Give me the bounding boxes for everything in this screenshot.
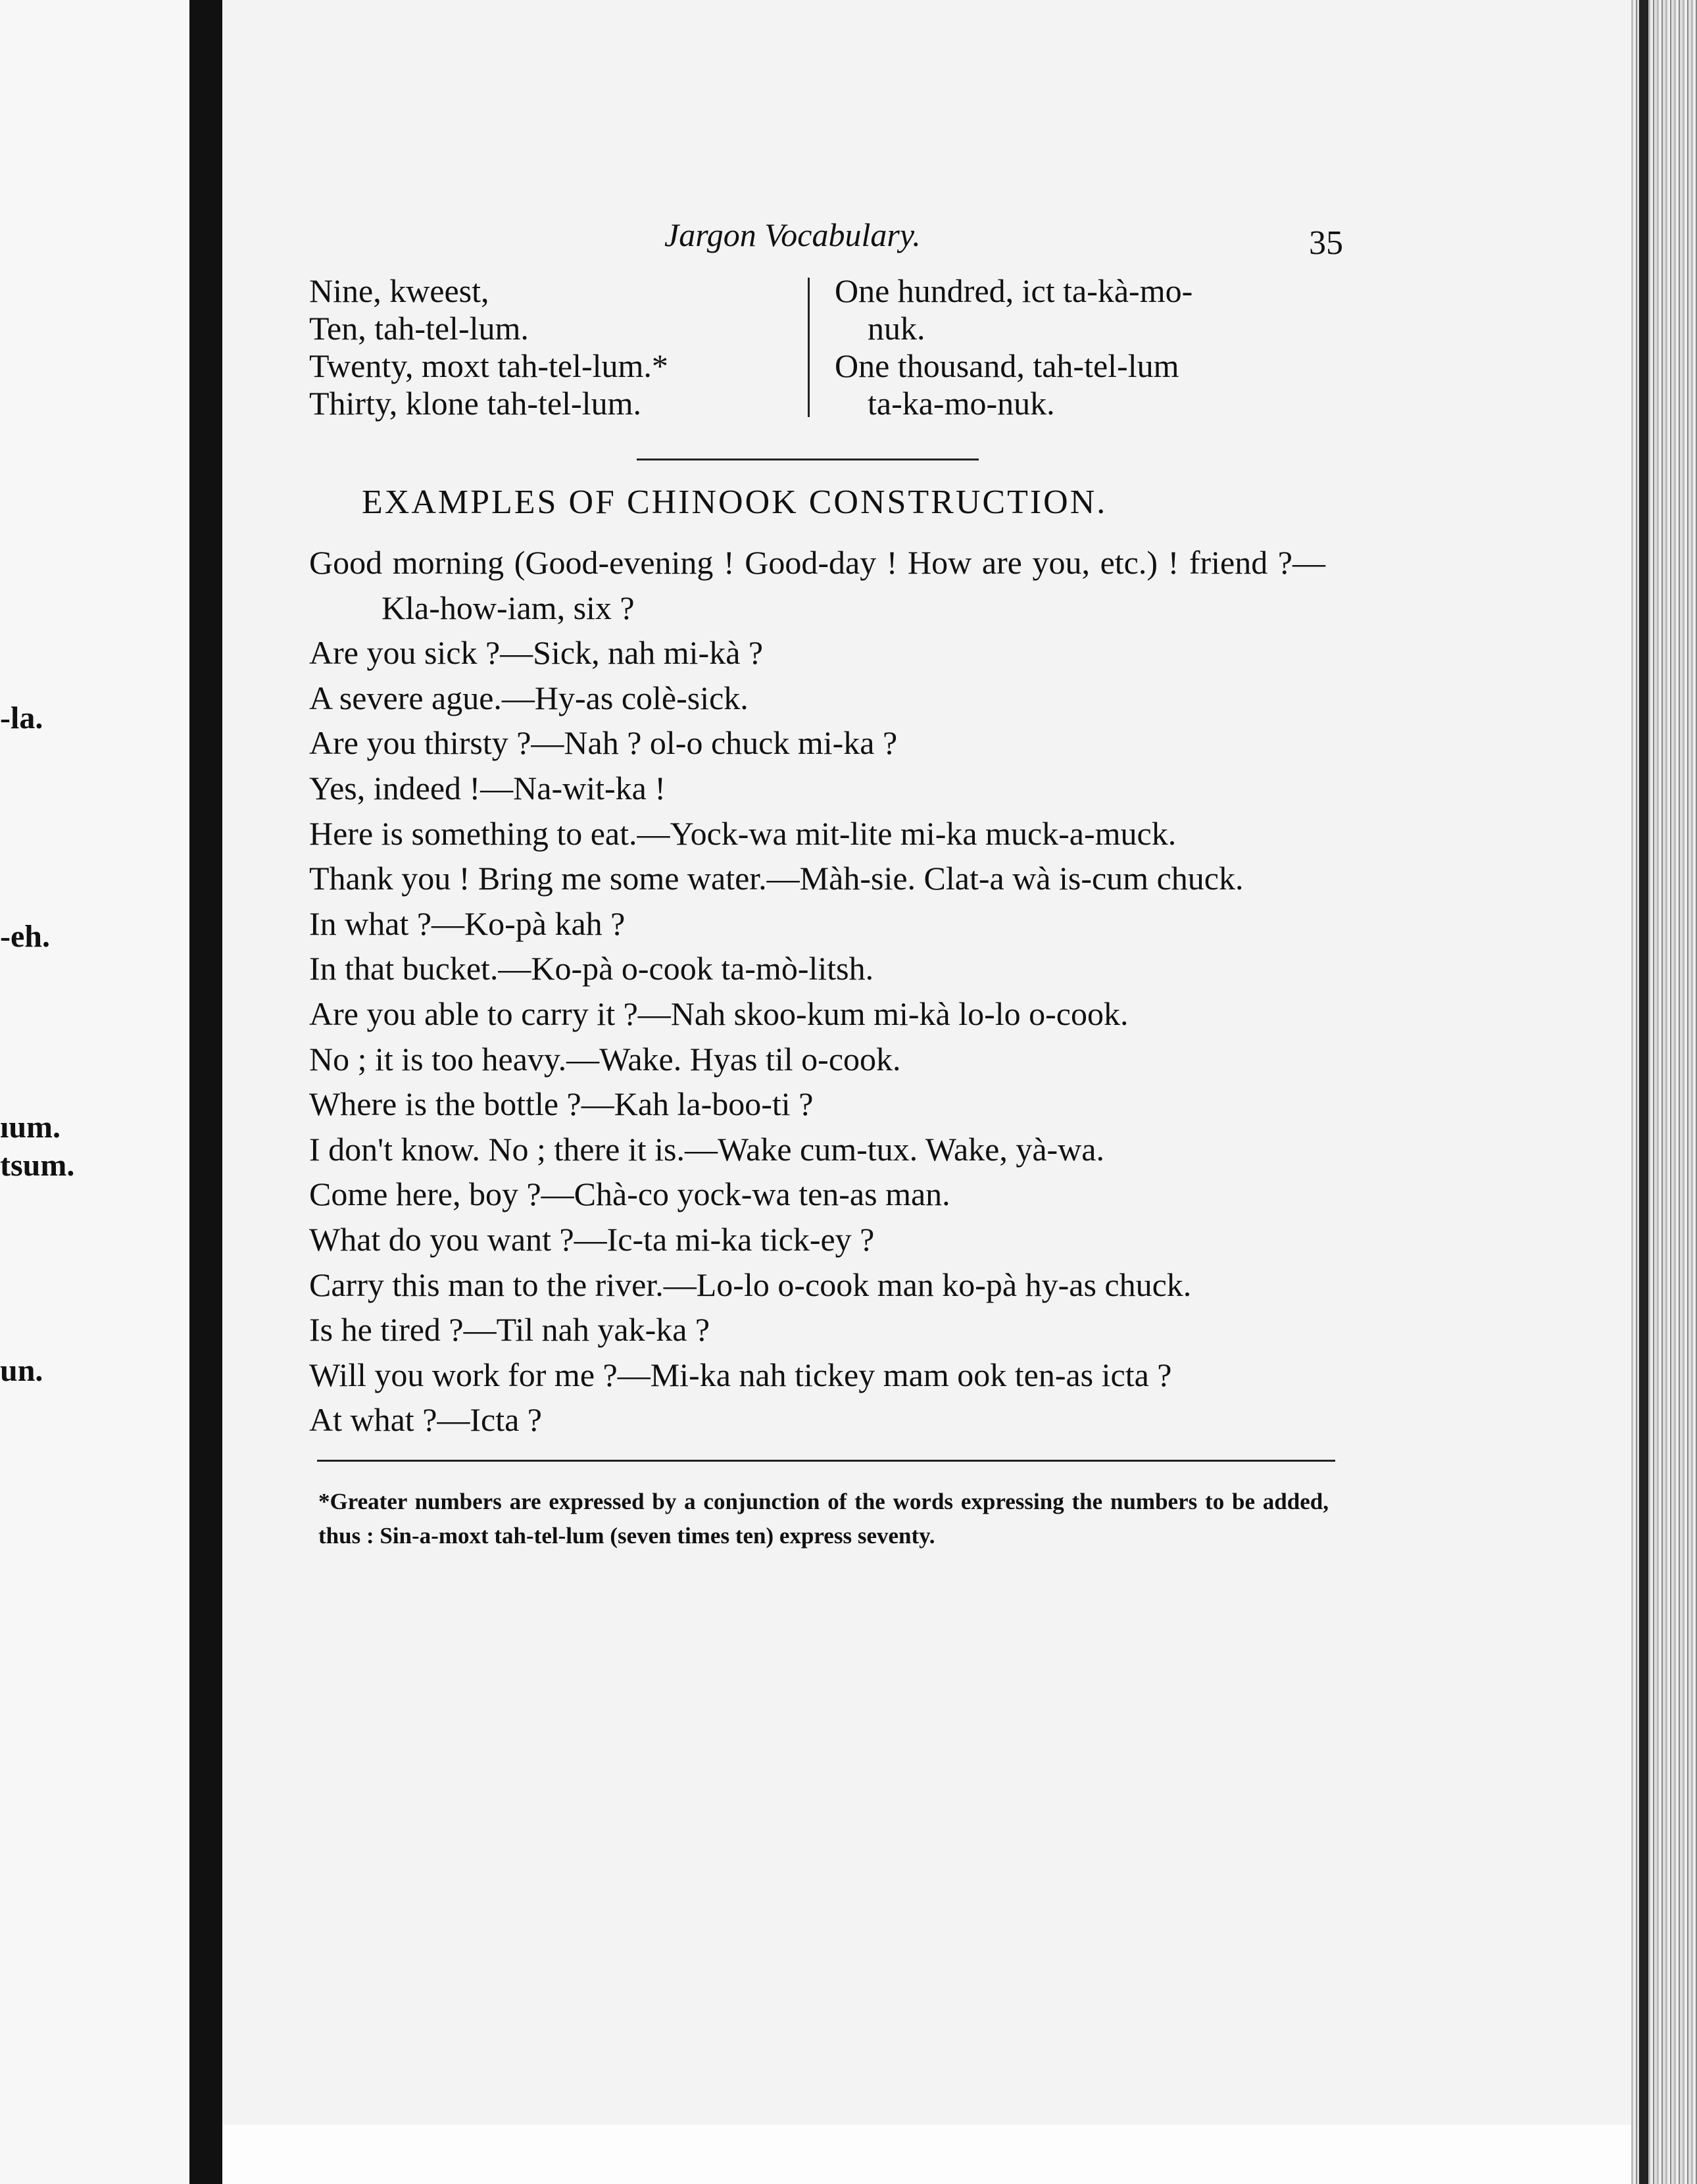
example-line: What do you want ?—Ic-ta mi-ka tick-ey ?	[309, 1220, 875, 1258]
example-line: Here is something to eat.—Yock-wa mit-lite mi-ka muck-a-muck.	[309, 814, 1177, 852]
example-line: Yes, indeed !—Na-wit-ka !	[309, 769, 666, 807]
section-rule	[637, 459, 979, 460]
example-line: A severe ague.—Hy-as colè-sick.	[309, 679, 749, 716]
number-vocabulary	[309, 272, 1335, 422]
number-entry	[835, 347, 1335, 422]
footnote-rule	[317, 1460, 1335, 1462]
facing-page-fragment: -la.	[0, 701, 43, 735]
number-entry-text: One hundred, ict ta-kà-mo-	[835, 272, 1193, 309]
page-number: 35	[1309, 224, 1343, 262]
example-line: Are you sick ?—Sick, nah mi-kà ?	[309, 634, 764, 672]
facing-page-fragment: tsum.	[0, 1148, 75, 1183]
section-heading: EXAMPLES OF CHINOOK CONSTRUCTION.	[362, 484, 1108, 521]
example-line: In that bucket.—Ko-pà o-cook ta-mò-litsh.	[309, 950, 874, 987]
number-entry-continuation: nuk.	[868, 310, 925, 347]
book-gutter	[189, 0, 222, 2184]
example-line: Are you able to carry it ?—Nah skoo-kum mi-kà lo-lo o-cook.	[309, 995, 1129, 1032]
example-line: Good morning (Good-evening ! Good-day ! How are you, etc.) ! friend ?—Kla-how-iam, six ?	[309, 544, 1325, 626]
numbers-left-column	[309, 272, 808, 422]
example-line: In what ?—Ko-pà kah ?	[309, 905, 626, 942]
examples-list	[309, 540, 1325, 1443]
numbers-right-column	[810, 272, 1335, 422]
facing-page-edge	[0, 0, 190, 2184]
number-entry: Ten, tah-tel-lum.	[309, 310, 529, 347]
example-line: Carry this man to the river.—Lo-lo o-cook man ko-pà hy-as chuck.	[309, 1266, 1192, 1303]
facing-page-fragment: un.	[0, 1353, 43, 1388]
example-line: Is he tired ?—Til nah yak-ka ?	[309, 1311, 710, 1349]
example-line: Thank you ! Bring me some water.—Màh-sie. Clat-a wà is-cum chuck.	[309, 860, 1244, 897]
example-line: Come here, boy ?—Chà-co yock-wa ten-as man.	[309, 1176, 950, 1213]
page-bottom-margin	[222, 2125, 1697, 2184]
number-entry: Nine, kweest,	[309, 272, 489, 309]
number-entry-text: One thousand, tah-tel-lum	[835, 347, 1179, 384]
example-line: No ; it is too heavy.—Wake. Hyas til o-cook.	[309, 1040, 901, 1078]
number-entry	[835, 272, 1335, 347]
running-title: Jargon Vocabulary.	[664, 216, 921, 253]
example-line: Are you thirsty ?—Nah ? ol-o chuck mi-ka ?	[309, 724, 898, 762]
facing-page-fragment: ıum.	[0, 1110, 61, 1145]
page-edge-shadow	[1639, 0, 1648, 2184]
number-entry: Twenty, moxt tah-tel-lum.*	[309, 347, 668, 384]
book-page	[309, 211, 1343, 1576]
example-line: Will you work for me ?—Mi-ka nah tickey mam ook ten-as icta ?	[309, 1356, 1172, 1393]
number-entry-continuation: ta-ka-mo-nuk.	[868, 385, 1055, 422]
number-entry: Thirty, klone tah-tel-lum.	[309, 385, 641, 422]
example-line: I don't know. No ; there it is.—Wake cum-tux. Wake, yà-wa.	[309, 1130, 1104, 1168]
facing-page-fragment: -eh.	[0, 919, 50, 954]
footnote: *Greater numbers are expressed by a conjunction of the words expressing the numbers to be added, thus : Sin-a-moxt tah-tel-lum (seven times ten) express seventy.	[318, 1488, 1329, 1549]
example-line: At what ?—Icta ?	[309, 1401, 543, 1439]
running-head	[309, 211, 1343, 270]
example-line: Where is the bottle ?—Kah la-boo-ti ?	[309, 1085, 814, 1123]
